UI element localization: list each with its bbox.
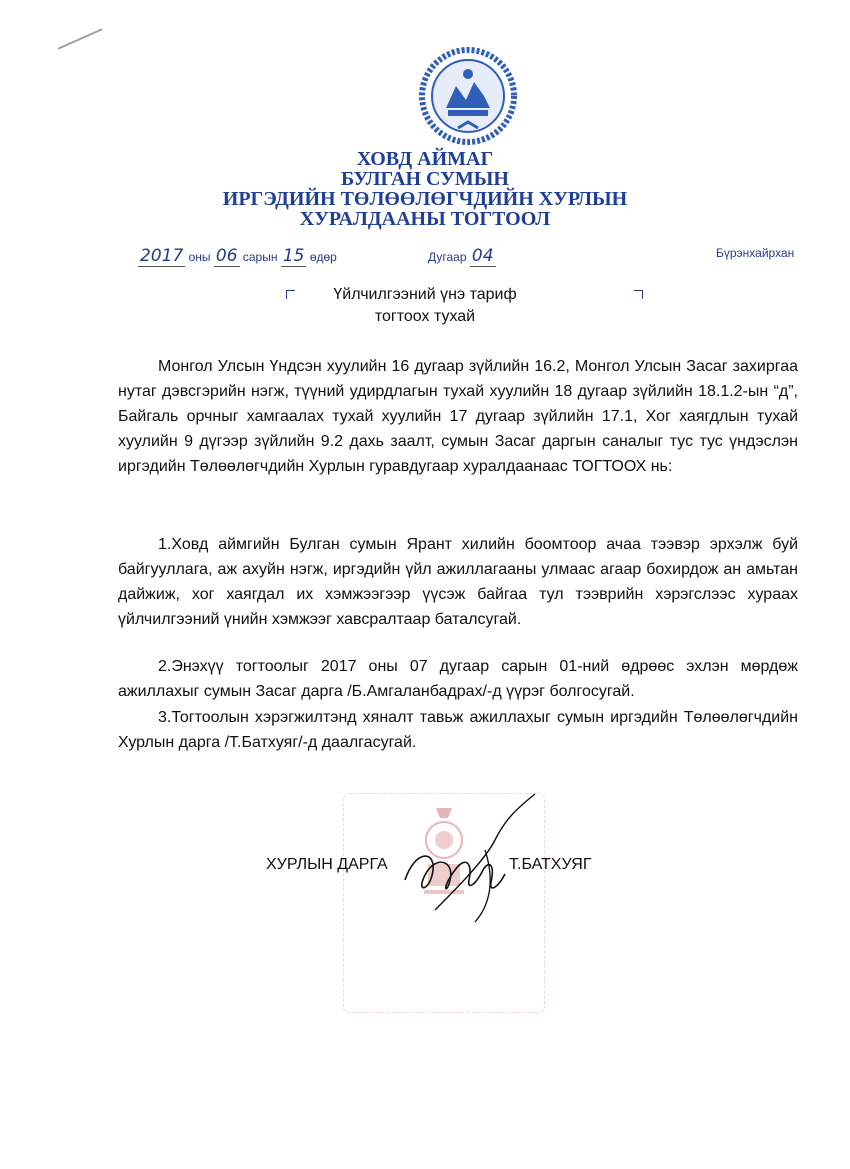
date-field [138, 246, 337, 266]
signatory-name: Т.БАТХУЯГ [509, 856, 592, 873]
state-emblem [418, 46, 518, 146]
place-name: Бүрэнхайрхан [716, 246, 795, 260]
number-value: 04 [471, 246, 494, 266]
subject-line-1: Үйлчилгээний үнэ тариф [333, 286, 517, 303]
scan-mark [58, 28, 103, 49]
year-suffix: оны [188, 250, 211, 264]
subject-line-2: тогтоох тухай [374, 308, 476, 325]
handwritten-signature [395, 790, 545, 930]
month-suffix: сарын [242, 250, 278, 264]
header-line-2: БУЛГАН СУМЫН [341, 168, 509, 190]
header-line-4: ХУРАЛДААНЫ ТОГТООЛ [299, 208, 551, 230]
signatory-title: ХУРЛЫН ДАРГА [266, 856, 388, 873]
decision-item-1: 1.Ховд аймгийн Булган сумын Ярант хилийн боомтоор ачаа тээвэр эрхэлж буй байгууллага, аж ахуйн нэгж, иргэдийн үйл ажиллагааны улмаас агаар бохирдож ан амьтан дайжиж, хог хаягдал их хэмжээгээр үүсэж байгаа тул тээврийн хэрэгслээс хураах үйлчилгээний үнийн хэмжээг хавсралтаар баталсугай. [118, 536, 798, 628]
decision-item-3: 3.Тогтоолын хэрэгжилтэнд хяналт тавьж ажиллахыг сумын иргэдийн Төлөөлөгчдийн Хурлын дарга /Т.Батхуяг/-д даалгасугай. [118, 709, 798, 751]
header-line-3: ИРГЭДИЙН ТӨЛӨӨЛӨГЧДИЙН ХУРЛЫН [222, 188, 628, 210]
month-value: 06 [215, 246, 238, 266]
preamble-paragraph: Монгол Улсын Үндсэн хуулийн 16 дугаар зүйлийн 16.2, Монгол Улсын Засаг захиргаа нутаг дэвсгэрийн нэгж, түүний удирдлагын тухай хуулийн 18 дугаар зүйлийн 18.1.2-ын “д”, Байгаль орчныг хамгаалах тухай хуулийн 17 дугаар зүйлийн 17.1, Хог хаягдлын тухай хуулийн 9 дүгээр зүйлийн 9.2 дахь заалт, сумын Засаг даргын саналыг тус тус үндэслэн иргэдийн Төлөөлөгчдийн Хурлын гуравдугаар хуралдаанаас ТОГТООХ нь: [118, 358, 798, 475]
year-value: 2017 [140, 246, 184, 266]
header-line-1: ХОВД АЙМАГ [356, 148, 494, 170]
number-field [428, 246, 496, 266]
day-value: 15 [282, 246, 305, 266]
decision-item-2: 2.Энэхүү тогтоолыг 2017 оны 07 дугаар сарын 01-ний өдрөөс эхлэн мөрдөж ажиллахыг сумын Засаг дарга /Б.Амгаланбадрах/-д үүрэг болгосугай. [118, 658, 798, 700]
day-suffix: өдөр [309, 250, 337, 264]
number-label: Дугаар [428, 250, 467, 264]
